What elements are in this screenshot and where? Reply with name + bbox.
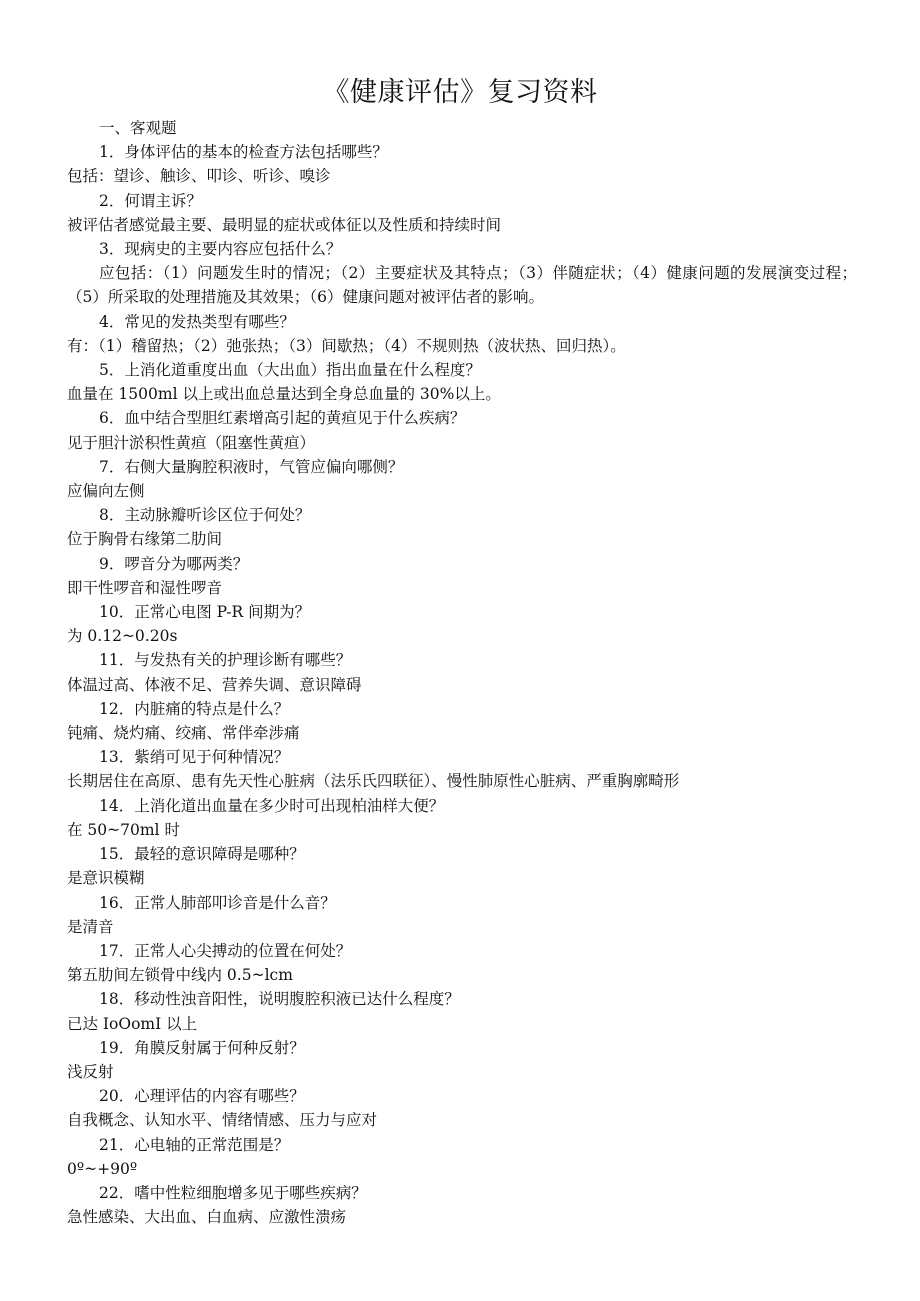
answer-19: 浅反射: [67, 1062, 114, 1081]
answer-1: 包括：望诊、触诊、叩诊、听诊、嗅诊: [67, 167, 331, 186]
answer-3: 应包括：（1）问题发生时的情况；（2）主要症状及其特点；（3）伴随症状；（4）健康问题的发展演变过程；（5）所采取的处理措施及其效果；（6）健康问题对被评估者的影响。: [67, 264, 857, 307]
answer-13: 长期居住在高原、患有先天性心脏病（法乐氏四联征）、慢性肺原性心脏病、严重胸廓畸形: [67, 772, 680, 791]
question-15: 15．最轻的意识障碍是哪种？: [99, 845, 305, 864]
question-9: 9．啰音分为哪两类？: [99, 554, 249, 573]
question-8: 8．主动脉瓣听诊区位于何处？: [99, 506, 311, 525]
answer-10: 为 0.12~0.20s: [67, 627, 178, 646]
question-14: 14．上消化道出血量在多少时可出现柏油样大便？: [99, 796, 445, 815]
answer-22: 急性感染、大出血、白血病、应激性溃疡: [67, 1208, 347, 1227]
question-19: 19．角膜反射属于何种反射？: [99, 1038, 305, 1057]
question-4: 4．常见的发热类型有哪些？: [99, 312, 295, 331]
question-21: 21．心电轴的正常范围是？: [99, 1135, 290, 1154]
question-5: 5．上消化道重度出血（大出血）指出血量在什么程度？: [99, 361, 481, 380]
answer-6: 见于胆汁淤积性黄疸（阻塞性黄疸）: [67, 433, 316, 452]
question-7: 7．右侧大量胸腔积液时，气管应偏向哪侧？: [99, 457, 404, 476]
document-body: [67, 116, 857, 1229]
question-1: 1．身体评估的基本的检查方法包括哪些？: [99, 143, 388, 162]
answer-11: 体温过高、体液不足、营养失调、意识障碍: [67, 675, 362, 694]
question-6: 6．血中结合型胆红素增高引起的黄疸见于什么疾病？: [99, 409, 466, 428]
section-heading: 一、客观题: [99, 119, 177, 137]
question-10: 10．正常心电图 P-R 间期为？: [99, 603, 311, 622]
answer-16: 是清音: [67, 917, 114, 936]
answer-14: 在 50~70ml 时: [67, 820, 180, 839]
answer-8: 位于胸骨右缘第二肋间: [67, 530, 223, 549]
answer-7: 应偏向左侧: [67, 482, 145, 501]
answer-20: 自我概念、认知水平、情绪情感、压力与应对: [67, 1111, 378, 1130]
question-13: 13．紫绡可见于何种情况？: [99, 748, 290, 767]
question-12: 12．内脏痛的特点是什么？: [99, 699, 290, 718]
question-16: 16．正常人肺部叩诊音是什么音？: [99, 893, 336, 912]
question-3: 3．现病史的主要内容应包括什么？: [99, 240, 342, 259]
question-11: 11．与发热有关的护理诊断有哪些？: [99, 651, 352, 670]
question-17: 17．正常人心尖搏动的位置在何处？: [99, 941, 352, 960]
answer-15: 是意识模糊: [67, 869, 145, 888]
question-20: 20．心理评估的内容有哪些？: [99, 1087, 305, 1106]
answer-9: 即干性啰音和湿性啰音: [67, 578, 223, 597]
answer-12: 钝痛、烧灼痛、绞痛、常伴牵涉痛: [67, 724, 300, 743]
answer-5: 血量在 1500ml 以上或出血总量达到全身总血量的 30%以上。: [67, 385, 501, 404]
question-22: 22．嗜中性粒细胞增多见于哪些疾病？: [99, 1183, 367, 1202]
question-2: 2．何谓主诉？: [99, 191, 202, 210]
answer-18: 已达 IoOomI 以上: [67, 1014, 198, 1033]
answer-4: 有：（1）稽留热；（2）弛张热；（3）间歇热；（4）不规则热（波状热、回归热）。: [67, 336, 626, 355]
question-18: 18．移动性浊音阳性，说明腹腔积液已达什么程度？: [99, 990, 460, 1009]
page-title: 《健康评估》复习资料: [322, 77, 598, 108]
answer-21: 0º~+90º: [67, 1159, 138, 1178]
answer-17: 第五肋间左锁骨中线内 0.5~lcm: [67, 966, 293, 985]
answer-2: 被评估者感觉最主要、最明显的症状或体征以及性质和持续时间: [67, 215, 502, 234]
